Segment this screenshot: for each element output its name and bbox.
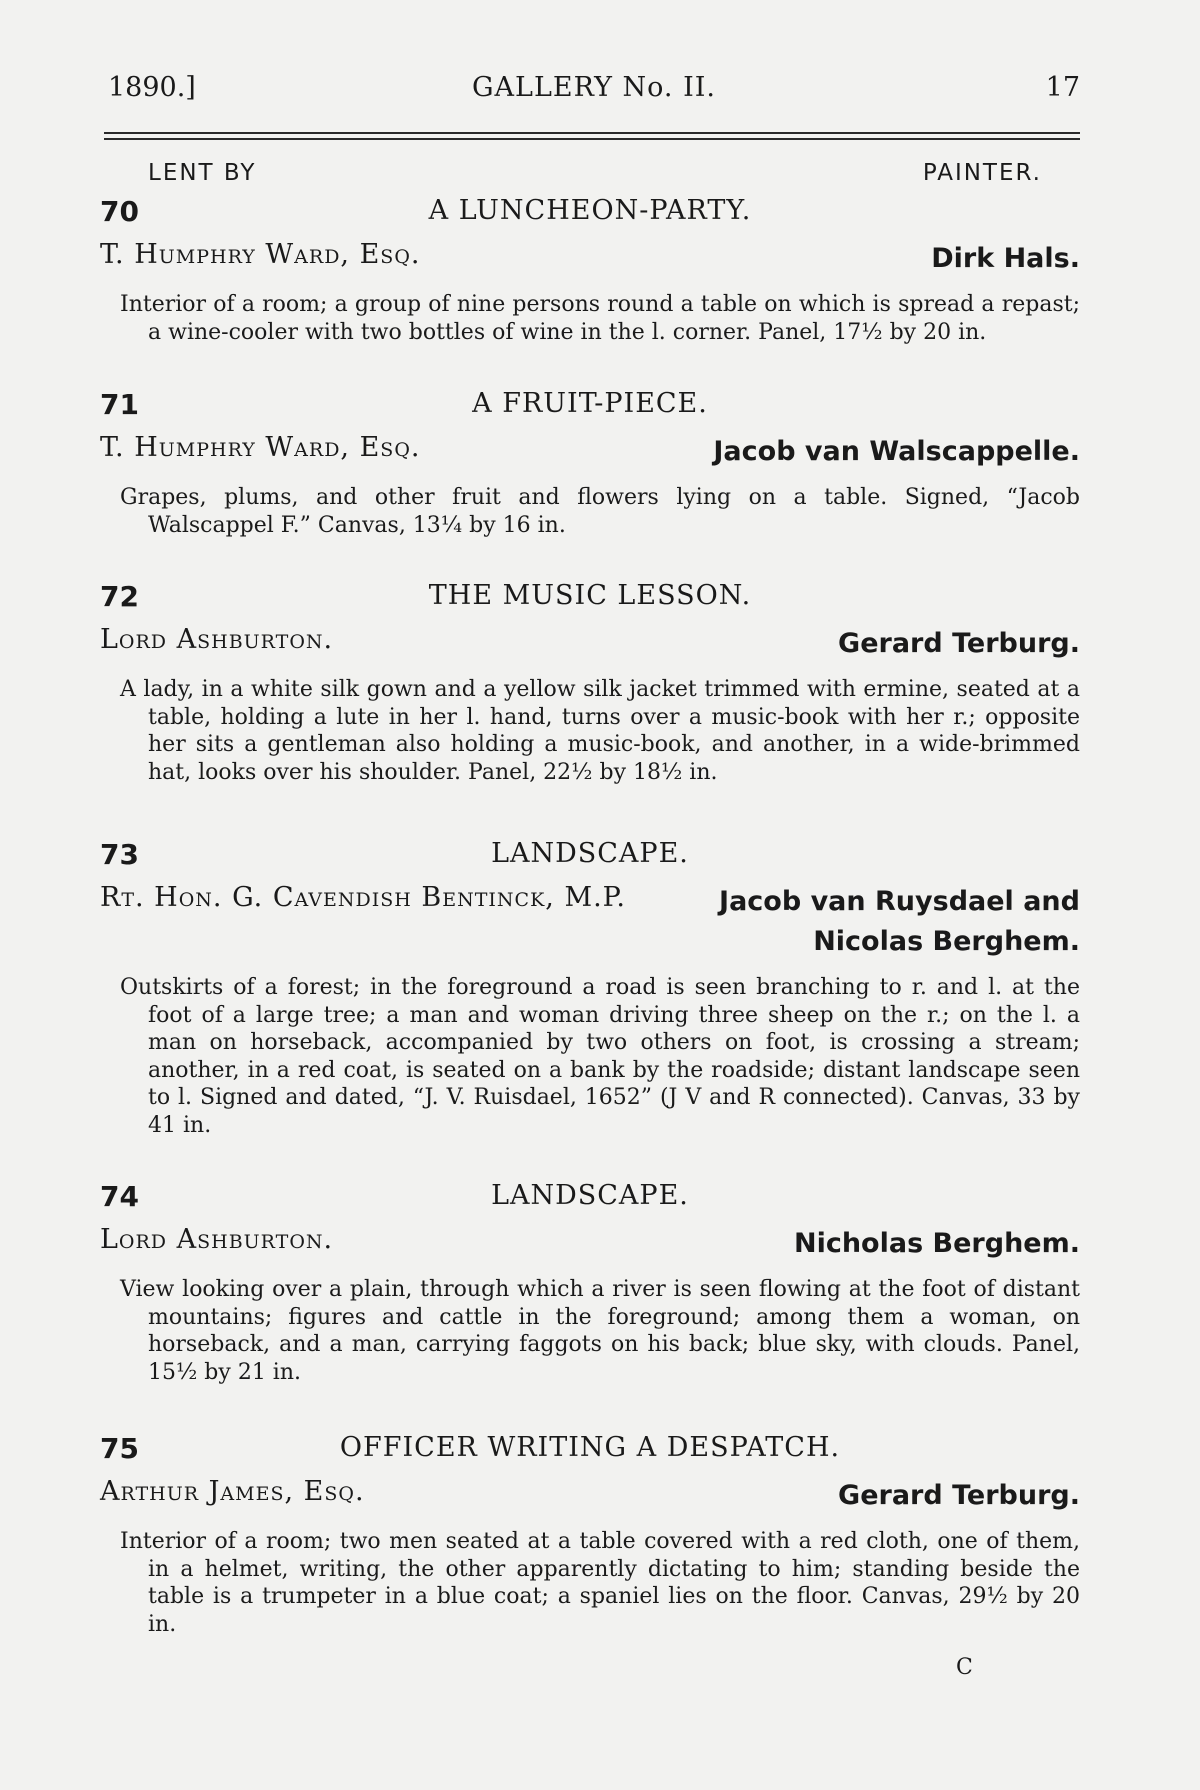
- entry-description: View looking over a plain, through which a river is seen flowing at the foot of distant mountains; figures and cattle in the foreground; among them a woman, on horseback, and a man, carrying faggots on his back; blue sky, with clouds. Panel, 15½ by 21 in.: [120, 1277, 1080, 1385]
- header-title: GALLERY No. II.: [471, 72, 717, 103]
- catalogue-entry: [100, 1432, 1080, 1638]
- entry-number: 72: [100, 580, 139, 613]
- entry-painter: Jacob van Walscappelle.: [713, 436, 1080, 467]
- entry-description: A lady, in a white silk gown and a yellow silk jacket trimmed with ermine, seated at a table, holding a lute in her l. hand, turns over a music-book with her r.; opposite her sits a gentleman also holding a music-book, and another, in a wide-brimmed hat, looks over his shoulder. Panel, 22½ by 18½ in.: [120, 677, 1080, 785]
- signature-mark: C: [956, 1655, 973, 1680]
- header-rule-bottom: [104, 138, 1080, 140]
- entry-number: 74: [100, 1180, 139, 1213]
- page-number: 17: [1045, 72, 1080, 103]
- entry-lender: T. Humphry Ward, Esq.: [100, 432, 421, 463]
- entry-lender: Lord Ashburton.: [100, 624, 334, 655]
- entry-painter: Dirk Hals.: [931, 243, 1080, 274]
- entry-title: A FRUIT-PIECE.: [472, 388, 708, 419]
- column-heading-painter: PAINTER.: [922, 160, 1042, 186]
- catalogue-entry: [100, 1180, 1080, 1386]
- entry-painter: Gerard Terburg.: [838, 1480, 1080, 1511]
- entry-lender: T. Humphry Ward, Esq.: [100, 239, 421, 270]
- entry-painter: Gerard Terburg.: [838, 628, 1080, 659]
- running-header: [108, 72, 1080, 112]
- catalogue-entry: [100, 838, 1080, 1139]
- entry-title: OFFICER WRITING A DESPATCH.: [339, 1432, 841, 1463]
- entry-description: Outskirts of a forest; in the foreground a road is seen branching to r. and l. at the foot of a large tree; a man and woman driving three sheep on the r.; on the l. a man on horseback, accompanied by two others on foot, is crossing a stream; another, in a red coat, is seated on a bank by the roadside; distant landscape seen to l. Signed and dated, “J. V. Ruisdael, 1652” (J V and R connected). Canvas, 33 by 41 in.: [120, 975, 1080, 1138]
- entry-number: 71: [100, 388, 139, 421]
- entry-title: LANDSCAPE.: [491, 838, 689, 869]
- entry-lender: Arthur James, Esq.: [100, 1476, 365, 1507]
- entry-painter: Nicholas Berghem.: [793, 1228, 1080, 1259]
- entry-number: 70: [100, 195, 139, 228]
- entry-lender: Rt. Hon. G. Cavendish Bentinck, M.P.: [100, 882, 626, 913]
- header-year: 1890.]: [108, 72, 196, 103]
- catalogue-entry: [100, 580, 1080, 786]
- entry-description: Interior of a room; a group of nine persons round a table on which is spread a repast; a wine-cooler with two bottles of wine in the l. corner. Panel, 17½ by 20 in.: [120, 292, 1080, 345]
- entry-description: Interior of a room; two men seated at a table covered with a red cloth, one of them, in a helmet, writing, the other apparently dictating to him; standing beside the table is a trumpeter in a blue coat; a spaniel lies on the floor. Canvas, 29½ by 20 in.: [120, 1529, 1080, 1637]
- entry-number: 75: [100, 1432, 139, 1465]
- entry-description: Grapes, plums, and other fruit and flowers lying on a table. Signed, “Jacob Walscappel F.” Canvas, 13¼ by 16 in.: [120, 485, 1080, 538]
- column-heading-lent-by: LENT BY: [148, 160, 257, 186]
- header-rule-top: [104, 132, 1080, 134]
- entry-title: LANDSCAPE.: [491, 1180, 689, 1211]
- entry-title: THE MUSIC LESSON.: [428, 580, 752, 611]
- entry-lender: Lord Ashburton.: [100, 1224, 334, 1255]
- catalogue-entry: [100, 388, 1080, 539]
- catalogue-entry: [100, 195, 1080, 346]
- entry-painter: Jacob van Ruysdael and Nicolas Berghem.: [719, 886, 1080, 957]
- entry-number: 73: [100, 838, 139, 871]
- entry-title: A LUNCHEON-PARTY.: [428, 195, 752, 226]
